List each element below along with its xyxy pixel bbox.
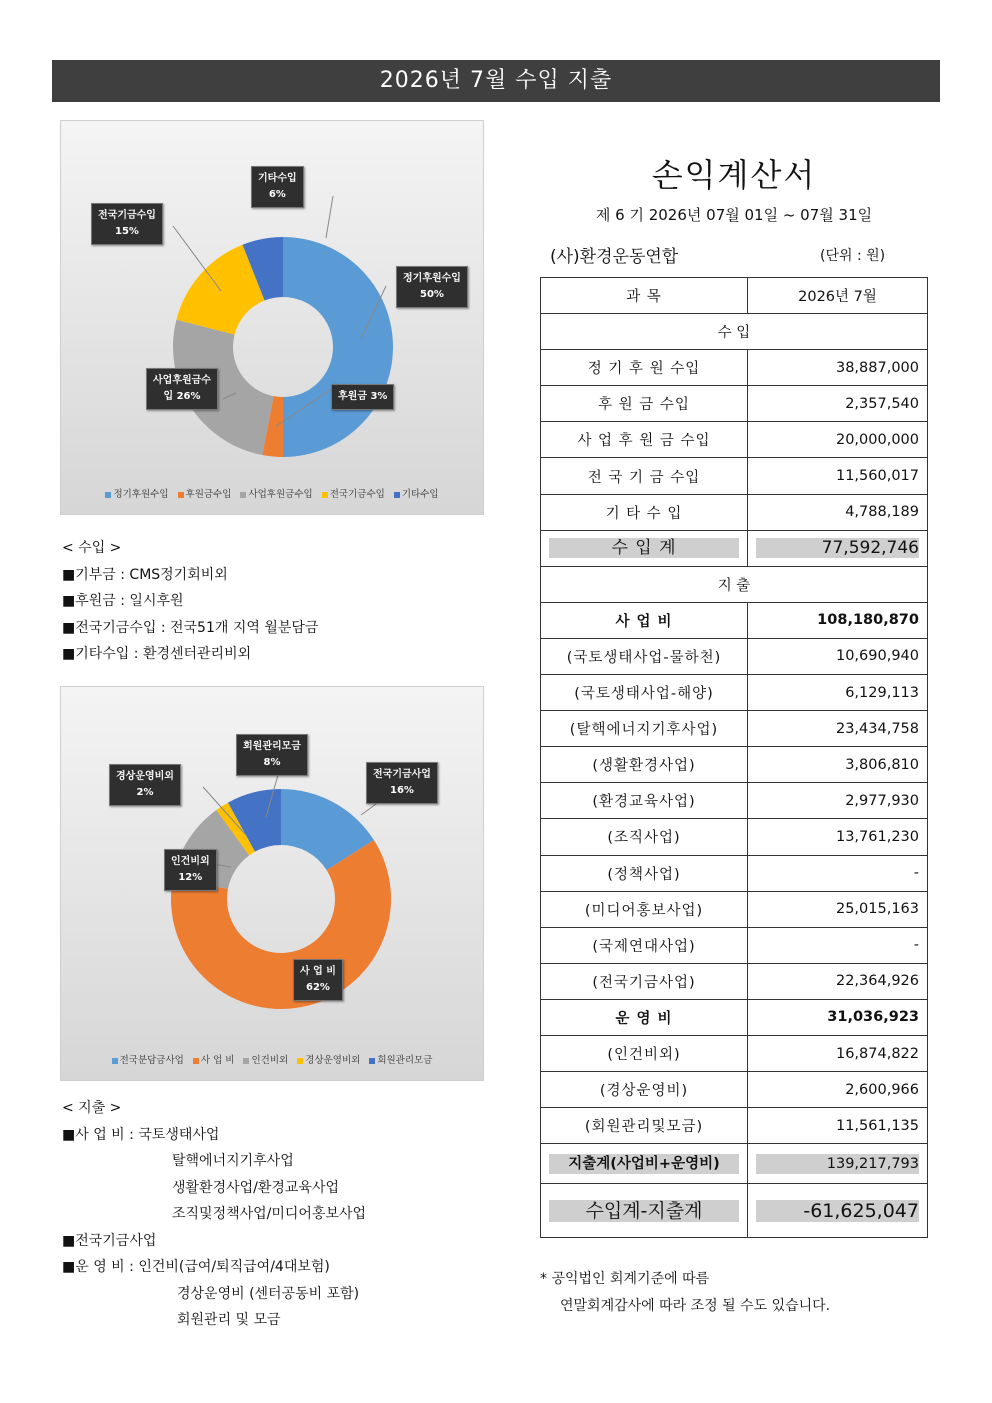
legend-item: 전국분담금사업 <box>112 1055 184 1066</box>
row-value: 2,977,930 <box>748 783 928 819</box>
organization-name: (사)환경운동연합 <box>550 247 679 267</box>
row-label: 기 타 수 입 <box>541 494 748 530</box>
table-row <box>541 747 928 783</box>
row-value: 2,357,540 <box>748 386 928 422</box>
income-notes <box>62 535 318 668</box>
legend-item: 전국기금수입 <box>322 489 385 500</box>
row-label: 정 기 후 원 수입 <box>541 350 748 386</box>
row-label: 전 국 기 금 수입 <box>541 458 748 494</box>
row-label: (탈핵에너지기후사업) <box>541 711 748 747</box>
row-label: (경상운영비) <box>541 1072 748 1108</box>
table-row <box>541 494 928 530</box>
income-total-value: 77,592,746 <box>756 538 919 558</box>
row-value: 23,434,758 <box>748 711 928 747</box>
net-label: 수입계-지출계 <box>549 1200 739 1222</box>
row-value: 13,761,230 <box>748 819 928 855</box>
currency-unit: (단위 : 원) <box>820 248 886 264</box>
expense-section-header: 지 출 <box>541 566 928 602</box>
legend-item: 인건비외 <box>243 1055 288 1066</box>
footnote-line: * 공익법인 회계기준에 따름 <box>540 1271 710 1287</box>
table-row <box>541 927 928 963</box>
ops-expense-row <box>541 999 928 1035</box>
row-label: 운 영 비 <box>541 999 748 1035</box>
expense-notes-heading: < 지출 > <box>62 1100 122 1116</box>
footnote <box>540 1266 830 1320</box>
table-row <box>541 891 928 927</box>
row-label: (국토생태사업-물하천) <box>541 638 748 674</box>
legend-item: 후원금수입 <box>178 489 232 500</box>
table-row <box>541 1108 928 1144</box>
table-row <box>541 1072 928 1108</box>
table-row <box>541 675 928 711</box>
callout-national-fund-project: 전국기금사업 16% <box>366 762 438 804</box>
income-note-line: ■기부금 : CMS정기회비외 <box>62 566 228 583</box>
income-chart-legend <box>61 486 483 500</box>
expense-note-line: 조직및정책사업/미디어홍보사업 <box>172 1206 367 1222</box>
expense-total-label: 지출계(사업비+운영비) <box>549 1154 739 1174</box>
legend-item: 정기후원수입 <box>105 489 168 500</box>
legend-item: 사 업 비 <box>193 1055 235 1066</box>
table-row <box>541 422 928 458</box>
row-value: 16,874,822 <box>748 1035 928 1071</box>
row-value: 11,561,135 <box>748 1108 928 1144</box>
row-label: (정책사업) <box>541 855 748 891</box>
row-value: 25,015,163 <box>748 891 928 927</box>
row-label: 사 업 비 <box>541 602 748 638</box>
callout-national-fund-income: 전국기금수입 15% <box>91 203 163 245</box>
statement-period: 제 6 기 2026년 07월 01일 ~ 07월 31일 <box>595 206 873 224</box>
table-row <box>541 638 928 674</box>
row-label: 후 원 금 수입 <box>541 386 748 422</box>
income-donut-chart <box>60 120 484 515</box>
income-notes-heading: < 수입 > <box>62 540 122 556</box>
income-note-line: ■전국기금수입 : 전국51개 지역 월분담금 <box>62 619 319 636</box>
callout-personnel: 인건비외 12% <box>164 849 217 891</box>
table-row <box>541 855 928 891</box>
expense-chart-legend <box>61 1052 483 1066</box>
col-subject: 과 목 <box>541 278 748 314</box>
callout-member-fundraising: 회원관리모금 8% <box>236 734 308 776</box>
row-label: (인건비외) <box>541 1035 748 1071</box>
page-title-banner <box>52 60 940 102</box>
row-value: 6,129,113 <box>748 675 928 711</box>
table-row <box>541 350 928 386</box>
income-total-row <box>541 530 928 566</box>
expense-note-line: 탈핵에너지기후사업 <box>172 1153 294 1169</box>
net-value: -61,625,047 <box>756 1200 919 1222</box>
callout-regular-donation: 정기후원수입 50% <box>396 266 468 308</box>
expense-note-line: ■전국기금사업 <box>62 1232 157 1249</box>
table-row <box>541 783 928 819</box>
legend-item: 경상운영비외 <box>297 1055 360 1066</box>
footnote-line: 연말회계감사에 따라 조정 될 수도 있습니다. <box>560 1298 831 1314</box>
income-note-line: ■후원금 : 일시후원 <box>62 593 184 609</box>
expense-note-line: 생활환경사업/환경교육사업 <box>172 1179 340 1196</box>
net-row <box>541 1184 928 1238</box>
income-statement-table <box>540 277 928 1238</box>
row-value: 3,806,810 <box>748 747 928 783</box>
page-title: 2026년 7월 수입 지출 <box>379 68 613 93</box>
expense-note-line: ■운 영 비 : 인건비(급여/퇴직급여/4대보험) <box>62 1259 330 1275</box>
row-label: (전국기금사업) <box>541 963 748 999</box>
income-section-header: 수 입 <box>541 314 928 350</box>
row-value: 11,560,017 <box>748 458 928 494</box>
income-note-line: ■기타수입 : 환경센터관리비외 <box>62 646 252 662</box>
callout-operating-expense: 경상운영비외 2% <box>109 764 181 806</box>
expense-donut-chart <box>60 686 484 1081</box>
section-row <box>541 314 928 350</box>
col-period: 2026년 7월 <box>748 278 928 314</box>
row-value: 10,690,940 <box>748 638 928 674</box>
row-value: 31,036,923 <box>748 999 928 1035</box>
legend-item: 사업후원금수입 <box>240 489 312 500</box>
callout-donation: 후원금 3% <box>331 384 394 410</box>
expense-note-line: 경상운영비 (센터공동비 포함) <box>177 1285 360 1302</box>
table-row <box>541 963 928 999</box>
row-value: 4,788,189 <box>748 494 928 530</box>
legend-item: 회원관리모금 <box>369 1055 432 1066</box>
statement-title: 손익계산서 <box>651 156 817 194</box>
table-row <box>541 711 928 747</box>
row-label: (조직사업) <box>541 819 748 855</box>
expense-note-line: 회원관리 및 모금 <box>177 1312 281 1328</box>
expense-total-value: 139,217,793 <box>756 1154 919 1174</box>
callout-etc-income: 기타수입 6% <box>251 166 304 208</box>
table-row <box>541 458 928 494</box>
expense-notes <box>62 1095 366 1334</box>
row-value: 22,364,926 <box>748 963 928 999</box>
slice-1 <box>283 237 393 457</box>
row-value: 38,887,000 <box>748 350 928 386</box>
row-label: (생활환경사업) <box>541 747 748 783</box>
expense-total-row <box>541 1144 928 1184</box>
table-row <box>541 386 928 422</box>
section-row <box>541 566 928 602</box>
row-value: 2,600,966 <box>748 1072 928 1108</box>
row-value: - <box>748 855 928 891</box>
row-value: 108,180,870 <box>748 602 928 638</box>
row-value: - <box>748 927 928 963</box>
table-row <box>541 819 928 855</box>
callout-project-donation: 사업후원금수 입 26% <box>146 368 218 410</box>
callout-project-expense: 사 업 비 62% <box>293 959 343 1001</box>
row-label: (미디어홍보사업) <box>541 891 748 927</box>
row-label: (회원관리및모금) <box>541 1108 748 1144</box>
expense-note-line: ■사 업 비 : 국토생태사업 <box>62 1126 220 1143</box>
table-header-row <box>541 278 928 314</box>
legend-item: 기타수입 <box>394 489 439 500</box>
row-value: 20,000,000 <box>748 422 928 458</box>
row-label: 사 업 후 원 금 수입 <box>541 422 748 458</box>
table-row <box>541 1035 928 1071</box>
income-total-label: 수 입 계 <box>549 538 739 558</box>
row-label: (환경교육사업) <box>541 783 748 819</box>
row-label: (국토생태사업-해양) <box>541 675 748 711</box>
biz-expense-row <box>541 602 928 638</box>
row-label: (국제연대사업) <box>541 927 748 963</box>
